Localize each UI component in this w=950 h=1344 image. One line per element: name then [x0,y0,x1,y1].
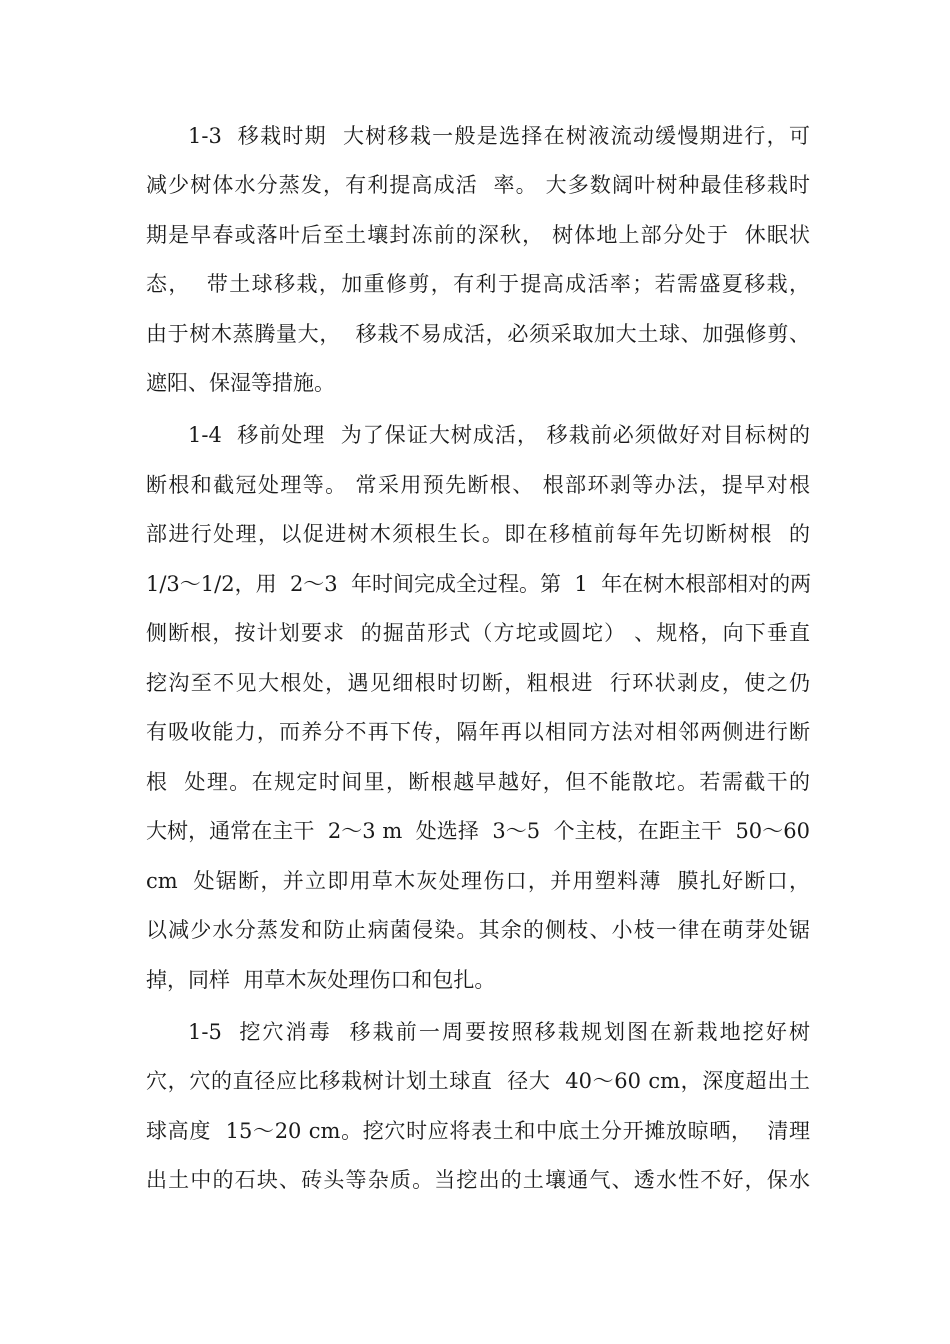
text-line: 1/3～1/2，用 2～3 年时间完成全过程。第 1 年在树木根部相对的两 [146,572,812,596]
text-line: 出土中的石块、砖头等杂质。当挖出的土壤通气、透水性不好，保水 [146,1168,810,1192]
text-line: 球高度 15～20 cm。挖穴时应将表土和中底土分开摊放晾晒， 清理 [146,1119,810,1143]
text-line: 根 处理。在规定时间里，断根越早越好，但不能散坨。若需截干的 [146,770,810,794]
text-line: 1-4 移前处理 为了保证大树成活， 移栽前必须做好对目标树的 [188,423,810,447]
text-line: 由于树木蒸腾量大， 移栽不易成活，必须采取加大土球、加强修剪、 [146,322,810,346]
text-line: 态， 带土球移栽，加重修剪，有利于提高成活率；若需盛夏移栽， [146,272,810,296]
text-line: 大树，通常在主干 2～3 m 处选择 3～5 个主枝，在距主干 50～60 [146,819,810,843]
text-line: 1-5 挖穴消毒 移栽前一周要按照移栽规划图在新栽地挖好树 [188,1020,810,1044]
text-line: 有吸收能力，而养分不再下传，隔年再以相同方法对相邻两侧进行断 [146,720,810,744]
text-line: 断根和截冠处理等。 常采用预先断根、 根部环剥等办法，提早对根 [146,473,810,497]
text-line: 减少树体水分蒸发，有利提高成活 率。 大多数阔叶树种最佳移栽时 [146,173,810,197]
text-line: 穴，穴的直径应比移栽树计划土球直 径大 40～60 cm，深度超出土 [146,1069,810,1093]
text-line: 以减少水分蒸发和防止病菌侵染。其余的侧枝、小枝一律在萌芽处锯 [146,918,810,942]
text-line: 侧断根，按计划要求 的掘苗形式（方坨或圆坨） 、规格，向下垂直 [146,621,810,645]
text-line: 部进行处理，以促进树木须根生长。即在移植前每年先切断树根 的 [146,522,810,546]
text-line: 掉，同样 用草木灰处理伤口和包扎。 [146,968,496,992]
text-line: 遮阳、保湿等措施。 [146,371,335,395]
text-line: 1-3 移栽时期 大树移栽一般是选择在树液流动缓慢期进行，可 [188,124,810,148]
text-line: 期是早春或落叶后至土壤封冻前的深秋， 树体地上部分处于 休眠状 [146,223,810,247]
text-line: 挖沟至不见大根处，遇见细根时切断，粗根进 行环状剥皮，使之仍 [146,671,810,695]
text-line: cm 处锯断，并立即用草木灰处理伤口，并用塑料薄 膜扎好断口， [146,869,810,893]
